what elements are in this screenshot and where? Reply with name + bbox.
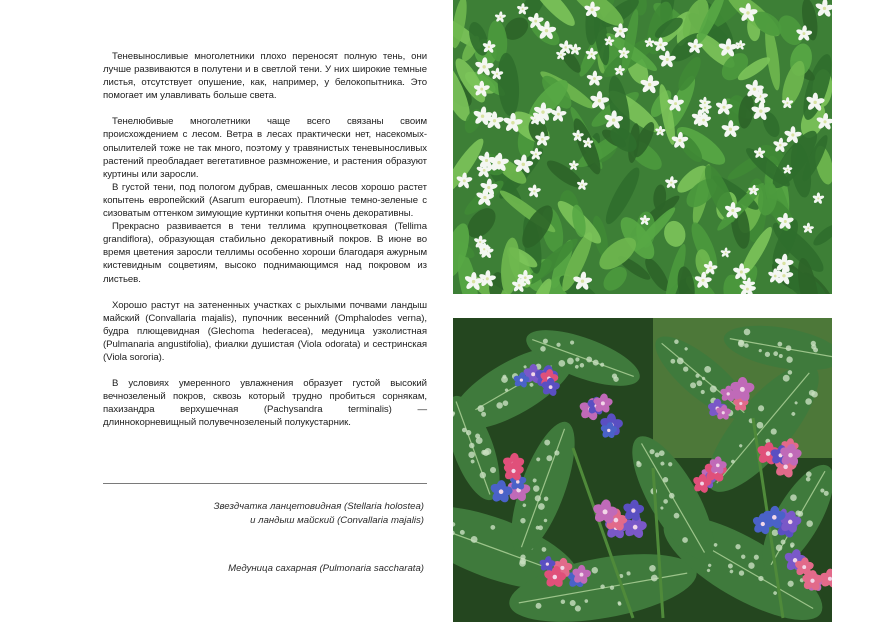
paragraph-4: Прекрасно развивается в тени теллима крупноцветковая (Tellima grandiflora), образующая стабильно декоративный покров. В июне во время цветения заросли теллимы особенно хороши благодаря ажурным кистевидным соцветиям, высоко поднимающимся над покровом из листьев. [103,221,427,285]
caption-photo-1 [104,500,424,527]
caption-divider [103,483,427,484]
paragraph-1: Теневыносливые многолетники плохо переносят полную тень, они лучше развиваются в полутени и в светлой тени. У них широкие темные листья, отсутствует опушение, как, например, у белокопытника. Это помогает им улавливать больше света. [103,51,427,102]
photo-stellaria-illustration [453,0,832,294]
paragraph-2: Тенелюбивые многолетники чаще всего связаны своим происхождением с лесом. Ветра в лесах практически нет, насекомых-опылителей тоже не так много, поэтому у травянистых теневыносливых растений преобладает вегетативное размножение, и растения образуют куртины или заросли. [103,116,427,180]
caption-photo-2: Медуница сахарная (Pulmonaria saccharata) [228,563,424,574]
article-text [103,50,427,429]
paragraph-6: В условиях умеренного увлажнения образует густой высокий вечнозеленый покров, сквозь который трудно пробиться сорнякам, пахизандра верхушечная (Pachysandra terminalis) — длиннокорневищный полувечнозеленый полукустарник. [103,378,427,429]
paragraph-5: Хорошо растут на затененных участках с рыхлыми почвами ландыш майский (Convallaria majalis), пупочник весенний (Omphalodes verna), будра плющевидная (Glechoma hederacea), медуница узколистная (Pulmanaria angustifolia), фиалки душистая (Viola odorata) и сестринская (Viola sororia). [103,299,427,363]
paragraph-3: В густой тени, под пологом дубрав, смешанных лесов хорошо растет копытень европейский (Asarum europaeum). Плотные темно-зеленые с сизоватым оттенком зимующие куртинки копытня очень декоративны. [103,181,427,220]
photo-pulmonaria [453,318,832,622]
photo-pulmonaria-illustration [453,318,832,622]
caption-photo-1-line-1: Звездчатка ланцетовидная (Stellaria holostea) [213,501,424,512]
photo-stellaria-convallaria [453,0,832,294]
caption-photo-1-line-2: и ландыш майский (Convallaria majalis) [250,514,424,526]
